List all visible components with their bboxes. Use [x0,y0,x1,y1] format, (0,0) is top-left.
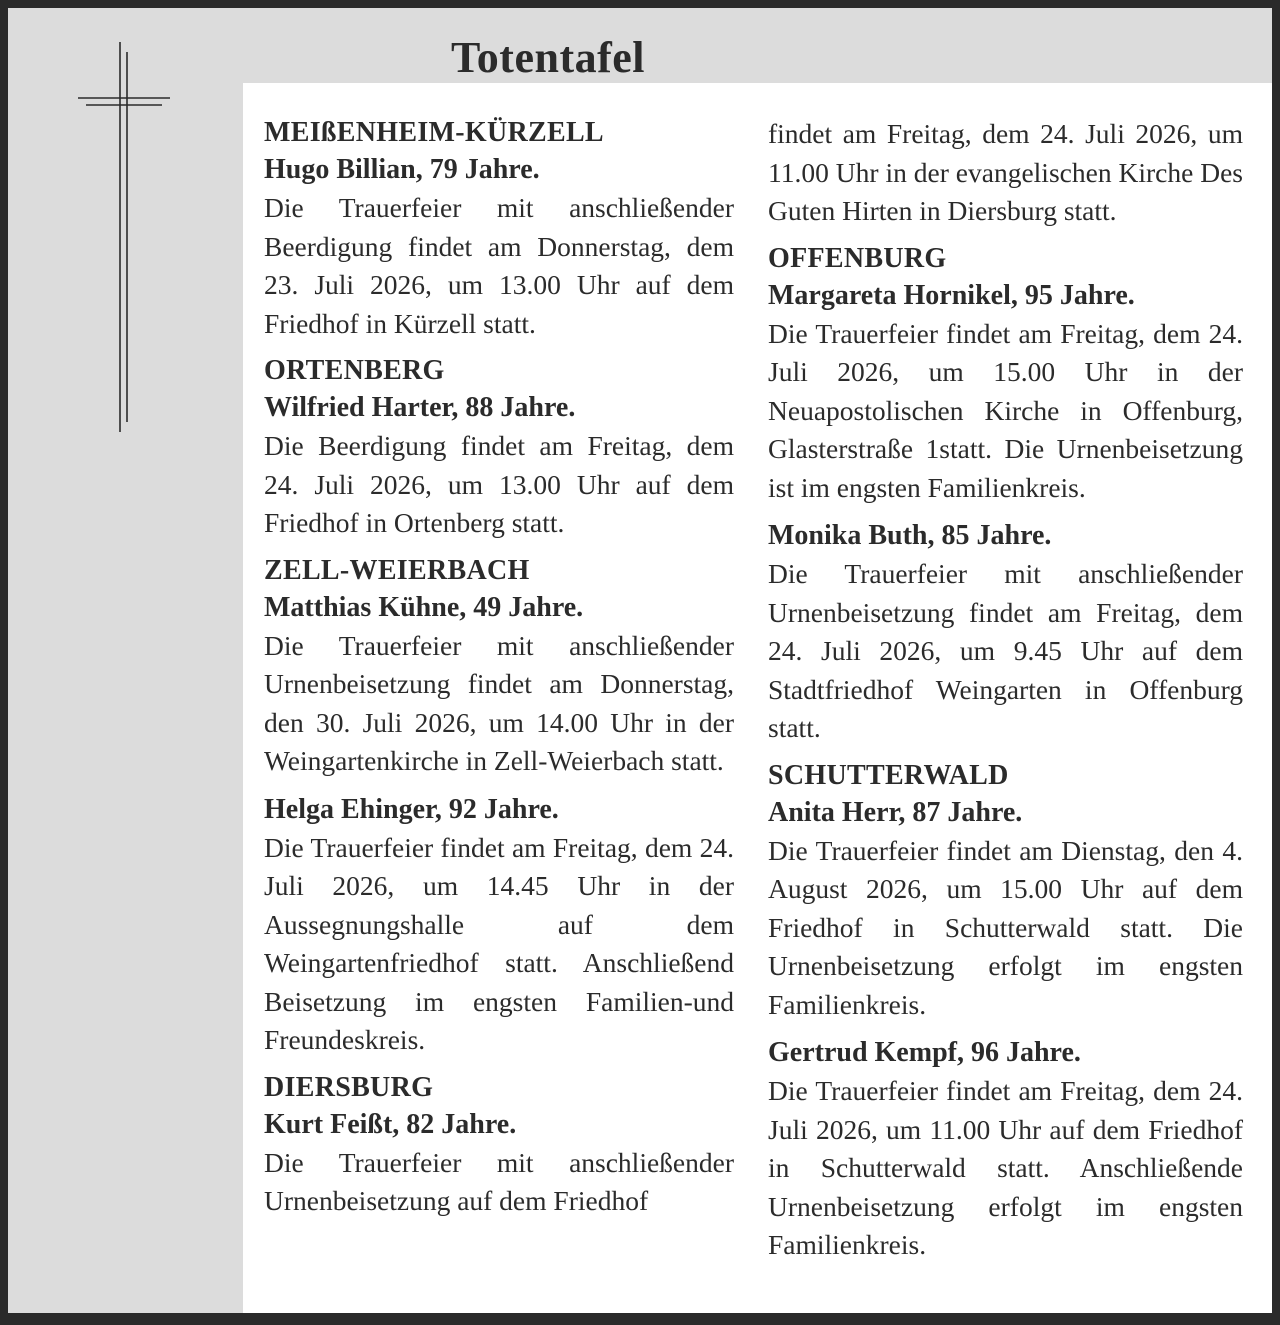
deceased-name: Hugo Billian, 79 Jahre. [264,154,540,185]
obituary-panel [8,8,1272,1313]
obituary-entry [264,389,734,543]
funeral-details: Die Trauerfeier mit anschließender Urnenbeisetzung findet am Donnerstag, den 30. Juli 2026, um 14.00 Uhr in der Weingartenkirche in Zell-Weierbach statt. [264,629,734,776]
deceased-name: Matthias Kühne, 49 Jahre. [264,591,584,623]
obituary-entry [264,589,734,781]
deceased-name: Gertrud Kempf, 96 Jahre. [768,1037,1081,1068]
funeral-details-continued: findet am Freitag, dem 24. Juli 2026, um 11.00 Uhr in der evangelischen Kirche Des Guten Hirten in Diersburg statt. [768,118,1243,226]
right-column [768,115,1243,1275]
obituary-entry [768,277,1243,508]
obituary-entry [768,1034,1243,1265]
obituary-entry [768,794,1243,1025]
funeral-details: Die Trauerfeier findet am Freitag, dem 24. Juli 2026, um 15.00 Uhr in der Neuapostolischen Kirche in Offenburg, Glasterstraße 1statt. Die Urnenbeisetzung ist im engsten Familienkreis. [768,317,1243,503]
place-heading: SCHUTTERWALD [768,759,1009,791]
deceased-name: Monika Buth, 85 Jahre. [768,520,1052,551]
obituary-entry [264,151,734,343]
cross-icon [78,42,170,432]
obituary-content [243,83,1272,1313]
funeral-details: Die Trauerfeier findet am Freitag, dem 24. Juli 2026, um 14.45 Uhr in der Aussegnungshalle auf dem Weingartenfriedhof statt. Anschließend Beisetzung im engsten Familien-und Freundeskreis. [264,831,734,1055]
page-title: Totentafel [450,33,646,82]
place-heading: ZELL-WEIERBACH [264,554,530,586]
place-heading: OFFENBURG [768,242,947,274]
funeral-details: Die Trauerfeier findet am Dienstag, den 4. August 2026, um 15.00 Uhr auf dem Friedhof in Schutterwald statt. Die Urnenbeisetzung erfolgt im engsten Familienkreis. [768,834,1243,1020]
left-column [264,115,734,1231]
deceased-name: Anita Herr, 87 Jahre. [768,796,1023,828]
obituary-entry [264,1106,734,1221]
deceased-name: Helga Ehinger, 92 Jahre. [264,793,559,825]
funeral-details: Die Beerdigung findet am Freitag, dem 24. Juli 2026, um 13.00 Uhr auf dem Friedhof in Ortenberg statt. [264,430,734,538]
place-heading: ORTENBERG [264,355,445,386]
place-heading: DIERSBURG [264,1071,434,1103]
obituary-entry [264,791,734,1060]
place-heading: MEIßENHEIM-KÜRZELL [264,117,604,148]
funeral-details: Die Trauerfeier mit anschließender Beerdigung findet am Donnerstag, dem 23. Juli 2026, um 13.00 Uhr auf dem Friedhof in Kürzell statt. [264,192,734,339]
funeral-details: Die Trauerfeier mit anschließender Urnenbeisetzung findet am Freitag, dem 24. Juli 2026, um 9.45 Uhr auf dem Stadtfriedhof Weingarten in Offenburg statt. [768,558,1243,743]
funeral-details: Die Trauerfeier findet am Freitag, dem 24. Juli 2026, um 11.00 Uhr auf dem Friedhof in Schutterwald statt. Anschließende Urnenbeisetzung erfolgt im engsten Familienkreis. [768,1075,1243,1260]
deceased-name: Margareta Hornikel, 95 Jahre. [768,279,1135,311]
obituary-entry [768,517,1243,748]
deceased-name: Kurt Feißt, 82 Jahre. [264,1108,517,1140]
deceased-name: Wilfried Harter, 88 Jahre. [264,392,576,423]
funeral-details: Die Trauerfeier mit anschließender Urnenbeisetzung auf dem Friedhof [264,1146,734,1216]
